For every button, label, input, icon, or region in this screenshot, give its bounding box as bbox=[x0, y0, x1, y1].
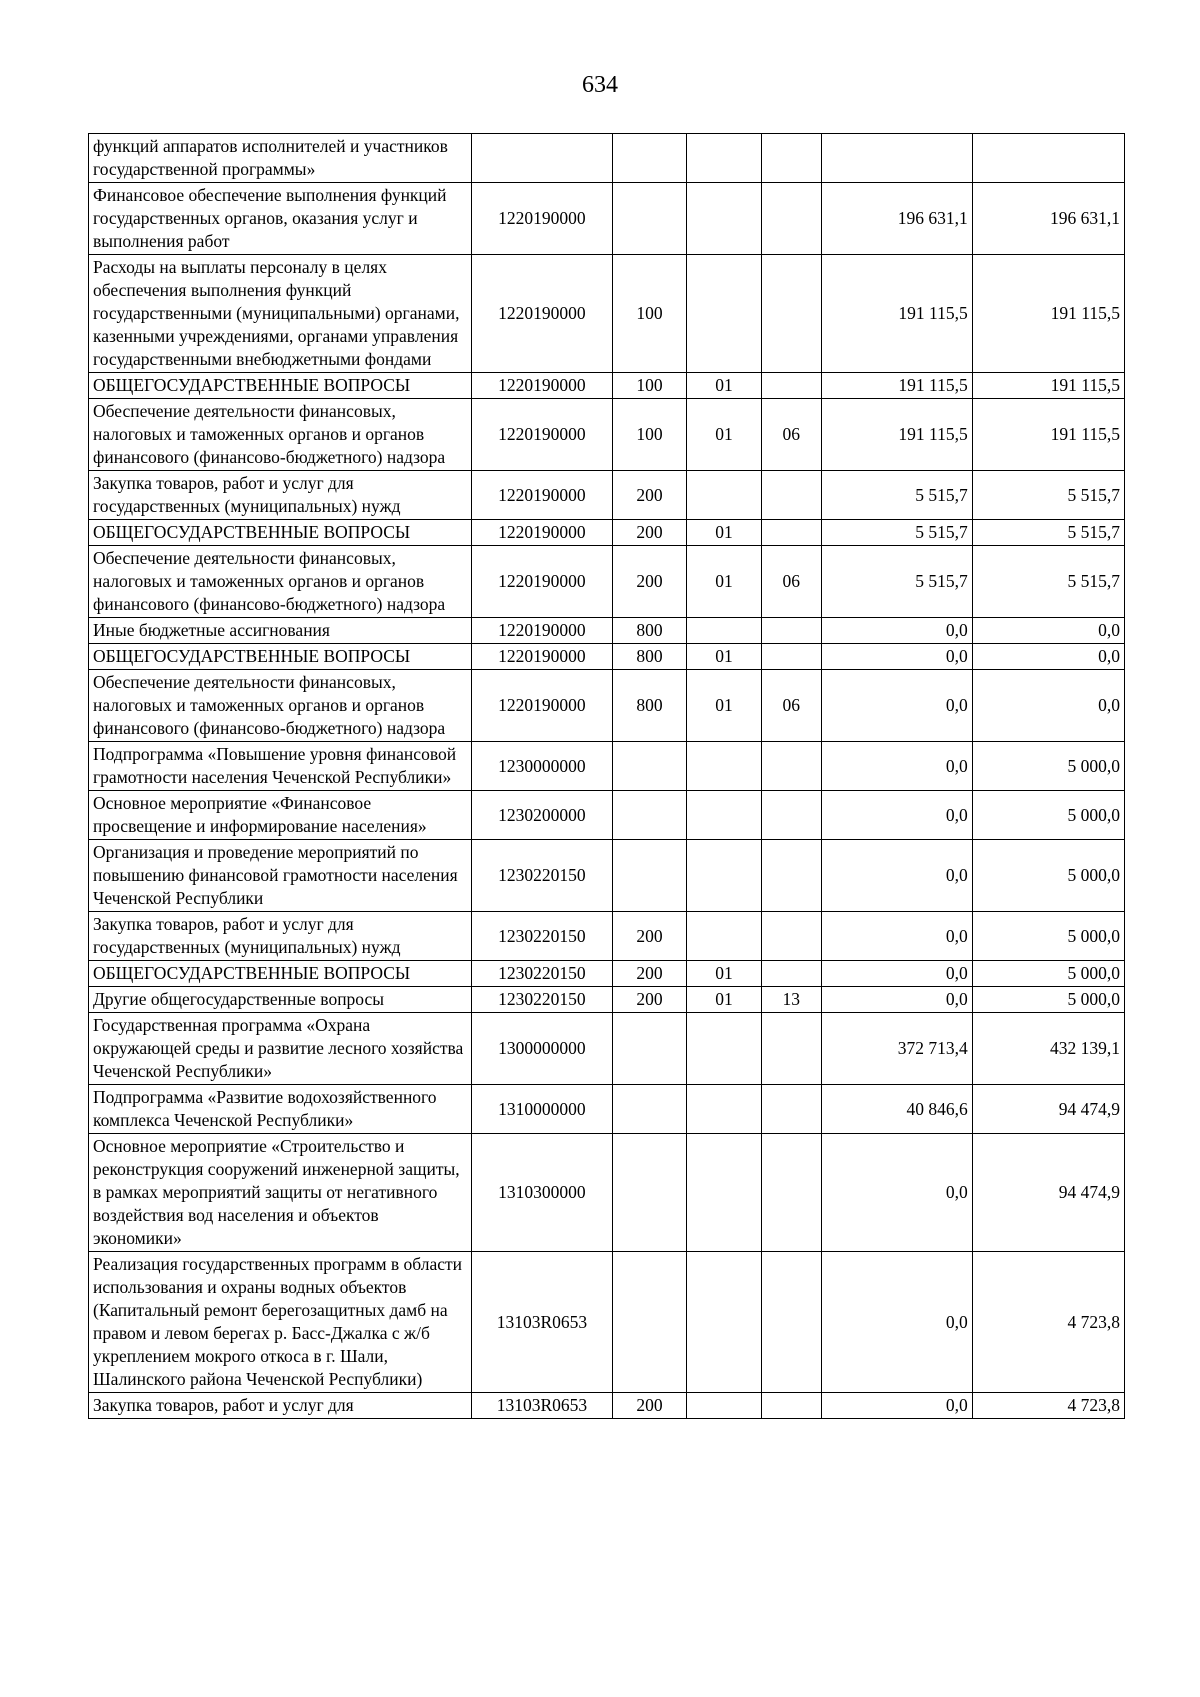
cell-name: Обеспечение деятельности финансовых, налоговых и таможенных органов и органов финансового (финансово-бюджетного) надзора bbox=[89, 670, 472, 742]
cell-amount-year-2: 0,0 bbox=[972, 644, 1124, 670]
table-row bbox=[89, 1013, 1125, 1085]
cell-section bbox=[687, 1393, 762, 1419]
cell-amount-year-1: 0,0 bbox=[821, 1252, 972, 1393]
cell-name: Закупка товаров, работ и услуг для государственных (муниципальных) нужд bbox=[89, 912, 472, 961]
cell-expense-type bbox=[612, 183, 687, 255]
cell-section bbox=[687, 471, 762, 520]
cell-section: 01 bbox=[687, 399, 762, 471]
cell-name: Государственная программа «Охрана окружающей среды и развитие лесного хозяйства Чеченской Республики» bbox=[89, 1013, 472, 1085]
cell-subsection: 13 bbox=[761, 987, 821, 1013]
cell-target-article bbox=[472, 134, 613, 183]
cell-subsection bbox=[761, 1085, 821, 1134]
cell-amount-year-2: 191 115,5 bbox=[972, 373, 1124, 399]
cell-amount-year-1 bbox=[821, 134, 972, 183]
cell-name: ОБЩЕГОСУДАРСТВЕННЫЕ ВОПРОСЫ bbox=[89, 961, 472, 987]
cell-amount-year-2: 5 000,0 bbox=[972, 961, 1124, 987]
cell-section: 01 bbox=[687, 373, 762, 399]
cell-target-article: 1220190000 bbox=[472, 373, 613, 399]
cell-expense-type: 100 bbox=[612, 255, 687, 373]
cell-section: 01 bbox=[687, 670, 762, 742]
cell-subsection bbox=[761, 791, 821, 840]
cell-target-article: 1310300000 bbox=[472, 1134, 613, 1252]
cell-name: Подпрограмма «Повышение уровня финансовой грамотности населения Чеченской Республики» bbox=[89, 742, 472, 791]
cell-subsection bbox=[761, 742, 821, 791]
table-row bbox=[89, 546, 1125, 618]
cell-amount-year-2: 0,0 bbox=[972, 618, 1124, 644]
cell-target-article: 1220190000 bbox=[472, 670, 613, 742]
cell-amount-year-2: 4 723,8 bbox=[972, 1252, 1124, 1393]
cell-target-article: 1220190000 bbox=[472, 520, 613, 546]
cell-subsection bbox=[761, 1134, 821, 1252]
cell-target-article: 1300000000 bbox=[472, 1013, 613, 1085]
cell-subsection bbox=[761, 1393, 821, 1419]
cell-subsection bbox=[761, 1252, 821, 1393]
table-row bbox=[89, 471, 1125, 520]
cell-amount-year-2: 94 474,9 bbox=[972, 1134, 1124, 1252]
cell-section bbox=[687, 1013, 762, 1085]
table-row bbox=[89, 520, 1125, 546]
cell-target-article: 1230000000 bbox=[472, 742, 613, 791]
cell-target-article: 1220190000 bbox=[472, 644, 613, 670]
cell-amount-year-1: 191 115,5 bbox=[821, 399, 972, 471]
cell-subsection bbox=[761, 912, 821, 961]
cell-target-article: 1230200000 bbox=[472, 791, 613, 840]
cell-name: Обеспечение деятельности финансовых, налоговых и таможенных органов и органов финансового (финансово-бюджетного) надзора bbox=[89, 546, 472, 618]
cell-expense-type: 200 bbox=[612, 1393, 687, 1419]
cell-expense-type: 200 bbox=[612, 912, 687, 961]
cell-subsection bbox=[761, 471, 821, 520]
table-row bbox=[89, 373, 1125, 399]
table-row bbox=[89, 255, 1125, 373]
cell-amount-year-2: 5 515,7 bbox=[972, 546, 1124, 618]
cell-expense-type bbox=[612, 1085, 687, 1134]
cell-section bbox=[687, 183, 762, 255]
cell-subsection: 06 bbox=[761, 399, 821, 471]
cell-section: 01 bbox=[687, 644, 762, 670]
table-row bbox=[89, 399, 1125, 471]
cell-section bbox=[687, 1085, 762, 1134]
cell-expense-type: 200 bbox=[612, 961, 687, 987]
cell-expense-type: 800 bbox=[612, 644, 687, 670]
cell-amount-year-1: 191 115,5 bbox=[821, 373, 972, 399]
cell-section bbox=[687, 840, 762, 912]
cell-amount-year-1: 191 115,5 bbox=[821, 255, 972, 373]
table-row bbox=[89, 1085, 1125, 1134]
cell-amount-year-1: 5 515,7 bbox=[821, 520, 972, 546]
cell-amount-year-1: 196 631,1 bbox=[821, 183, 972, 255]
cell-name: Расходы на выплаты персоналу в целях обеспечения выполнения функций государственными (муниципальными) органами, казенными учреждениями, органами управления государственными внебюджетными фондами bbox=[89, 255, 472, 373]
cell-amount-year-1: 0,0 bbox=[821, 961, 972, 987]
table-row bbox=[89, 134, 1125, 183]
cell-amount-year-1: 0,0 bbox=[821, 912, 972, 961]
cell-subsection bbox=[761, 961, 821, 987]
cell-amount-year-1: 0,0 bbox=[821, 1134, 972, 1252]
cell-name: Обеспечение деятельности финансовых, налоговых и таможенных органов и органов финансового (финансово-бюджетного) надзора bbox=[89, 399, 472, 471]
cell-amount-year-1: 0,0 bbox=[821, 987, 972, 1013]
cell-amount-year-1: 0,0 bbox=[821, 644, 972, 670]
cell-amount-year-2: 4 723,8 bbox=[972, 1393, 1124, 1419]
cell-expense-type: 200 bbox=[612, 987, 687, 1013]
cell-name: ОБЩЕГОСУДАРСТВЕННЫЕ ВОПРОСЫ bbox=[89, 644, 472, 670]
cell-section: 01 bbox=[687, 520, 762, 546]
cell-subsection bbox=[761, 373, 821, 399]
cell-section: 01 bbox=[687, 546, 762, 618]
cell-amount-year-1: 5 515,7 bbox=[821, 471, 972, 520]
cell-amount-year-2: 196 631,1 bbox=[972, 183, 1124, 255]
cell-name: ОБЩЕГОСУДАРСТВЕННЫЕ ВОПРОСЫ bbox=[89, 520, 472, 546]
cell-amount-year-2: 0,0 bbox=[972, 670, 1124, 742]
cell-amount-year-1: 0,0 bbox=[821, 670, 972, 742]
cell-target-article: 1220190000 bbox=[472, 183, 613, 255]
cell-amount-year-2: 191 115,5 bbox=[972, 255, 1124, 373]
cell-name: Подпрограмма «Развитие водохозяйственного комплекса Чеченской Республики» bbox=[89, 1085, 472, 1134]
cell-section bbox=[687, 1134, 762, 1252]
cell-target-article: 1230220150 bbox=[472, 840, 613, 912]
cell-amount-year-1: 0,0 bbox=[821, 618, 972, 644]
cell-subsection: 06 bbox=[761, 546, 821, 618]
cell-expense-type: 100 bbox=[612, 399, 687, 471]
cell-subsection bbox=[761, 1013, 821, 1085]
cell-expense-type bbox=[612, 1013, 687, 1085]
cell-section bbox=[687, 912, 762, 961]
cell-amount-year-2: 432 139,1 bbox=[972, 1013, 1124, 1085]
cell-name: Другие общегосударственные вопросы bbox=[89, 987, 472, 1013]
cell-subsection bbox=[761, 520, 821, 546]
table-row bbox=[89, 1134, 1125, 1252]
cell-name: ОБЩЕГОСУДАРСТВЕННЫЕ ВОПРОСЫ bbox=[89, 373, 472, 399]
cell-amount-year-2: 5 515,7 bbox=[972, 471, 1124, 520]
cell-subsection bbox=[761, 840, 821, 912]
cell-subsection bbox=[761, 255, 821, 373]
cell-amount-year-2: 5 000,0 bbox=[972, 912, 1124, 961]
budget-table bbox=[88, 133, 1125, 1419]
cell-subsection: 06 bbox=[761, 670, 821, 742]
cell-section bbox=[687, 618, 762, 644]
table-row bbox=[89, 840, 1125, 912]
cell-target-article: 1230220150 bbox=[472, 961, 613, 987]
table-row bbox=[89, 987, 1125, 1013]
cell-amount-year-2 bbox=[972, 134, 1124, 183]
cell-target-article: 13103R0653 bbox=[472, 1393, 613, 1419]
table-row bbox=[89, 183, 1125, 255]
cell-target-article: 1310000000 bbox=[472, 1085, 613, 1134]
cell-expense-type: 200 bbox=[612, 471, 687, 520]
table-row bbox=[89, 670, 1125, 742]
cell-target-article: 1220190000 bbox=[472, 546, 613, 618]
cell-expense-type: 800 bbox=[612, 670, 687, 742]
cell-amount-year-2: 94 474,9 bbox=[972, 1085, 1124, 1134]
cell-expense-type bbox=[612, 840, 687, 912]
cell-amount-year-1: 0,0 bbox=[821, 791, 972, 840]
cell-expense-type: 800 bbox=[612, 618, 687, 644]
cell-section bbox=[687, 742, 762, 791]
table-row bbox=[89, 1393, 1125, 1419]
cell-subsection bbox=[761, 644, 821, 670]
cell-target-article: 1230220150 bbox=[472, 987, 613, 1013]
cell-expense-type: 100 bbox=[612, 373, 687, 399]
cell-name: Финансовое обеспечение выполнения функций государственных органов, оказания услуг и выполнения работ bbox=[89, 183, 472, 255]
page-number: 634 bbox=[582, 72, 618, 98]
cell-section bbox=[687, 255, 762, 373]
cell-subsection bbox=[761, 134, 821, 183]
table-row bbox=[89, 791, 1125, 840]
table-body bbox=[89, 134, 1125, 1419]
cell-section: 01 bbox=[687, 987, 762, 1013]
cell-name: Реализация государственных программ в области использования и охраны водных объектов (Капитальный ремонт берегозащитных дамб на правом и левом берегах р. Басс-Джалка с ж/б укреплением мокрого откоса в г. Шали, Шалинского района Чеченской Республики) bbox=[89, 1252, 472, 1393]
cell-expense-type bbox=[612, 134, 687, 183]
table-row bbox=[89, 644, 1125, 670]
table-row bbox=[89, 618, 1125, 644]
cell-subsection bbox=[761, 618, 821, 644]
cell-section: 01 bbox=[687, 961, 762, 987]
cell-amount-year-2: 5 515,7 bbox=[972, 520, 1124, 546]
table-row bbox=[89, 742, 1125, 791]
cell-target-article: 1230220150 bbox=[472, 912, 613, 961]
cell-name: Закупка товаров, работ и услуг для государственных (муниципальных) нужд bbox=[89, 471, 472, 520]
cell-section bbox=[687, 1252, 762, 1393]
cell-expense-type bbox=[612, 1134, 687, 1252]
cell-amount-year-2: 5 000,0 bbox=[972, 987, 1124, 1013]
table-row bbox=[89, 961, 1125, 987]
cell-target-article: 1220190000 bbox=[472, 399, 613, 471]
cell-target-article: 13103R0653 bbox=[472, 1252, 613, 1393]
cell-amount-year-2: 5 000,0 bbox=[972, 791, 1124, 840]
cell-target-article: 1220190000 bbox=[472, 618, 613, 644]
cell-amount-year-2: 5 000,0 bbox=[972, 840, 1124, 912]
cell-amount-year-1: 40 846,6 bbox=[821, 1085, 972, 1134]
cell-amount-year-1: 0,0 bbox=[821, 742, 972, 791]
cell-amount-year-2: 5 000,0 bbox=[972, 742, 1124, 791]
cell-name: Иные бюджетные ассигнования bbox=[89, 618, 472, 644]
cell-amount-year-1: 0,0 bbox=[821, 1393, 972, 1419]
cell-expense-type bbox=[612, 791, 687, 840]
table-row bbox=[89, 1252, 1125, 1393]
cell-section bbox=[687, 791, 762, 840]
cell-target-article: 1220190000 bbox=[472, 255, 613, 373]
cell-amount-year-2: 191 115,5 bbox=[972, 399, 1124, 471]
cell-expense-type: 200 bbox=[612, 520, 687, 546]
cell-expense-type bbox=[612, 742, 687, 791]
cell-subsection bbox=[761, 183, 821, 255]
table-row bbox=[89, 912, 1125, 961]
cell-expense-type bbox=[612, 1252, 687, 1393]
cell-name: Основное мероприятие «Строительство и реконструкция сооружений инженерной защиты, в рамках мероприятий защиты от негативного воздействия вод населения и объектов экономики» bbox=[89, 1134, 472, 1252]
cell-section bbox=[687, 134, 762, 183]
cell-expense-type: 200 bbox=[612, 546, 687, 618]
cell-amount-year-1: 0,0 bbox=[821, 840, 972, 912]
cell-name: функций аппаратов исполнителей и участников государственной программы» bbox=[89, 134, 472, 183]
cell-name: Закупка товаров, работ и услуг для bbox=[89, 1393, 472, 1419]
cell-name: Организация и проведение мероприятий по повышению финансовой грамотности населения Чеченской Республики bbox=[89, 840, 472, 912]
cell-amount-year-1: 372 713,4 bbox=[821, 1013, 972, 1085]
cell-target-article: 1220190000 bbox=[472, 471, 613, 520]
cell-name: Основное мероприятие «Финансовое просвещение и информирование населения» bbox=[89, 791, 472, 840]
cell-amount-year-1: 5 515,7 bbox=[821, 546, 972, 618]
